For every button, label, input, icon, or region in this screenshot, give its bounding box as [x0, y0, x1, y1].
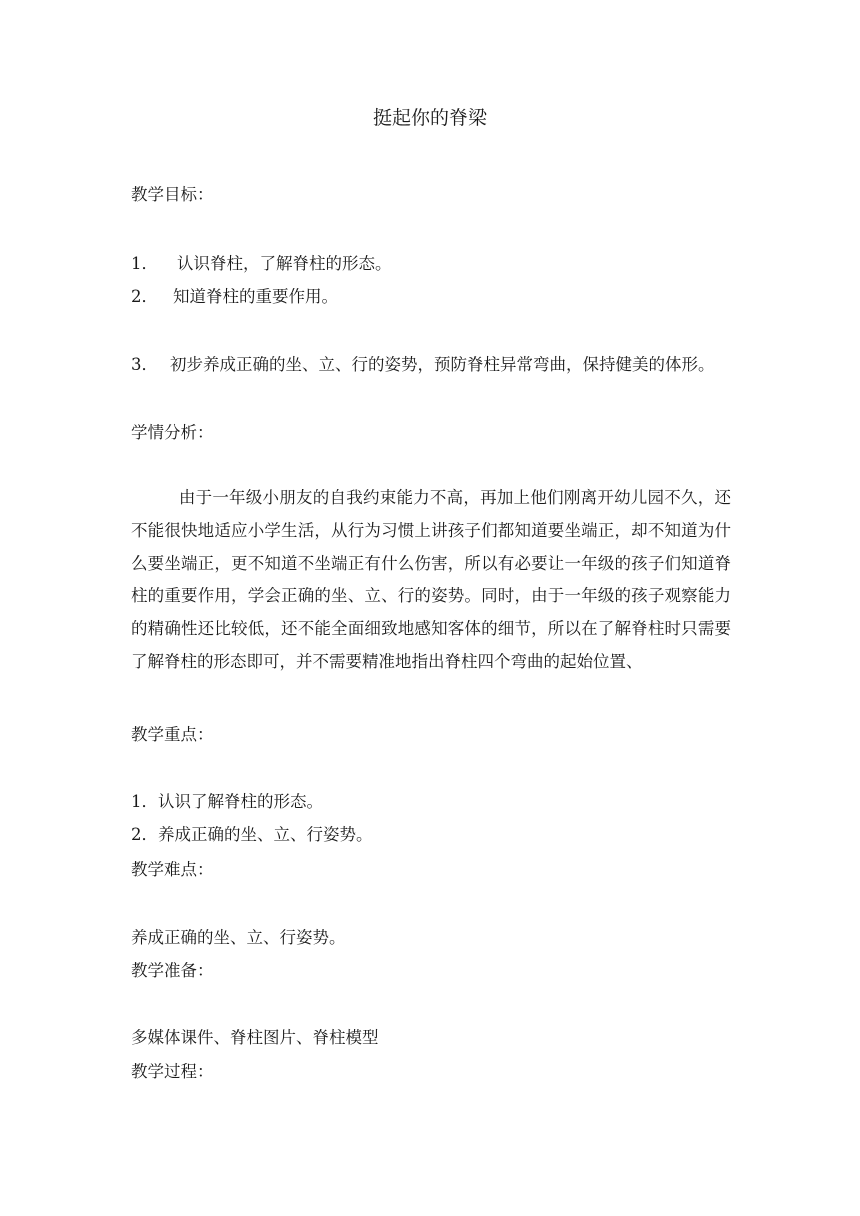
key-point-item-2: 2．养成正确的坐、立、行姿势。 — [131, 825, 373, 844]
key-point-item-1: 1．认识了解脊柱的形态。 — [131, 792, 323, 811]
key-points-heading: 教学重点： — [131, 725, 214, 744]
preparation-text: 多媒体课件、脊柱图片、脊柱模型 — [131, 1028, 379, 1047]
difficulty-heading: 教学难点： — [131, 860, 214, 879]
objective-item-2 — [131, 285, 338, 309]
analysis-heading: 学情分析： — [131, 423, 214, 442]
objective-item-3 — [131, 353, 715, 377]
difficulty-text: 养成正确的坐、立、行姿势。 — [131, 928, 346, 947]
objectives-heading: 教学目标： — [131, 185, 214, 204]
objective-number: 1． — [131, 254, 158, 273]
objective-number: 2． — [131, 287, 158, 306]
objective-text: 认识脊柱，了解脊柱的形态。 — [177, 254, 392, 273]
process-heading: 教学过程： — [131, 1062, 214, 1081]
document-title: 挺起你的脊梁 — [372, 107, 487, 129]
objective-text: 初步养成正确的坐、立、行的姿势，预防脊柱异常弯曲，保持健美的体形。 — [170, 355, 715, 374]
objective-item-1 — [131, 252, 392, 276]
preparation-heading: 教学准备： — [131, 961, 214, 980]
analysis-paragraph: 由于一年级小朋友的自我约束能力不高，再加上他们刚离开幼儿园不久，还不能很快地适应小学生活，从行为习惯上讲孩子们都知道要坐端正，却不知道为什么要坐端正，更不知道不坐端正有什么伤害，所以有必要让一年级的孩子们知道脊柱的重要作用，学会正确的坐、立、行的姿势。同时，由于一年级的孩子观察能力的精确性还比较低，还不能全面细致地感知客体的细节，所以在了解脊柱时只需要了解脊柱的形态即可，并不需要精准地指出脊柱四个弯曲的起始位置、 — [131, 488, 731, 671]
objective-text: 知道脊柱的重要作用。 — [173, 287, 338, 306]
objective-number: 3． — [131, 355, 158, 374]
